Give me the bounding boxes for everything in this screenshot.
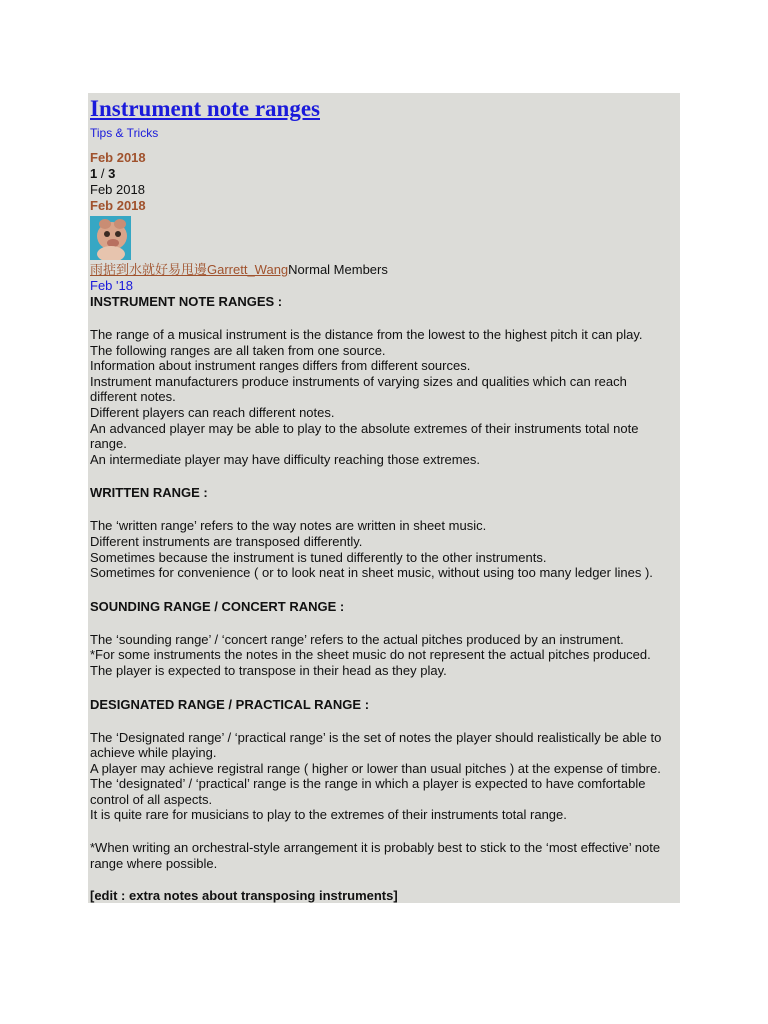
topic-panel bbox=[88, 93, 680, 903]
progress-separator: / bbox=[97, 166, 109, 181]
post-author bbox=[90, 262, 680, 278]
member-type: Normal Members bbox=[288, 262, 388, 277]
topic-date-plain: Feb 2018 bbox=[90, 182, 145, 197]
paragraph: Instrument manufacturers produce instruments of varying sizes and qualities which can reach different notes. bbox=[90, 373, 627, 405]
heading-edit-note: [edit : extra notes about transposing instruments] bbox=[90, 888, 398, 903]
heading-written-range: WRITTEN RANGE : bbox=[90, 485, 208, 501]
topic-date-bottom[interactable]: Feb 2018 bbox=[90, 198, 146, 213]
paragraph: The ‘sounding range’ / ‘concert range’ refers to the actual pitches produced by an instrument. bbox=[90, 631, 624, 647]
progress-current: 1 bbox=[90, 166, 98, 181]
post-date-link[interactable]: Feb '18 bbox=[90, 278, 133, 293]
paragraph: The ‘designated’ / ‘practical’ range is the range in which a player is expected to have comfortable control of all aspects. bbox=[90, 776, 646, 807]
paragraph: The ‘Designated range’ / ‘practical range’ is the set of notes the player should realistically be able to achieve while playing. bbox=[90, 729, 662, 761]
heading-instrument-note-ranges: INSTRUMENT NOTE RANGES : bbox=[90, 294, 283, 309]
user-avatar-icon[interactable] bbox=[90, 216, 131, 260]
paragraph: Sometimes because the instrument is tuned differently to the other instruments. bbox=[90, 549, 547, 565]
paragraph: The following ranges are all taken from one source. bbox=[90, 342, 386, 358]
progress-total: 3 bbox=[108, 166, 116, 181]
paragraph: The player is expected to transpose in their head as they play. bbox=[90, 662, 447, 678]
category-link[interactable]: Tips & Tricks bbox=[90, 126, 159, 140]
paragraph: An advanced player may be able to play to the absolute extremes of their instruments total note range. bbox=[90, 420, 639, 452]
paragraph: *When writing an orchestral-style arrangement it is probably best to stick to the ‘most effective’ note range where possible. bbox=[90, 840, 661, 871]
paragraph: Different players can reach different notes. bbox=[90, 404, 335, 420]
paragraph: A player may achieve registral range ( higher or lower than usual pitches ) at the expense of timbre. bbox=[90, 760, 661, 776]
paragraph: *For some instruments the notes in the sheet music do not represent the actual pitches produced. bbox=[90, 647, 651, 663]
paragraph: The range of a musical instrument is the distance from the lowest to the highest pitch it can play. bbox=[90, 327, 643, 342]
paragraph: Different instruments are transposed differently. bbox=[90, 533, 363, 549]
heading-designated-range: DESIGNATED RANGE / PRACTICAL RANGE : bbox=[90, 696, 370, 712]
paragraph: Information about instrument ranges differs from different sources. bbox=[90, 358, 471, 374]
avatar-image bbox=[90, 216, 131, 260]
paragraph: Sometimes for convenience ( or to look neat in sheet music, without using too many ledger lines ). bbox=[90, 565, 653, 581]
topic-date-top[interactable]: Feb 2018 bbox=[90, 150, 146, 165]
username-link[interactable]: 雨掂到水就好易甩邊Garrett_Wang bbox=[90, 262, 289, 277]
heading-sounding-range: SOUNDING RANGE / CONCERT RANGE : bbox=[90, 598, 345, 614]
paragraph: It is quite rare for musicians to play to the extremes of their instruments total range. bbox=[90, 807, 567, 823]
topic-title-link[interactable]: Instrument note ranges bbox=[90, 96, 320, 121]
paragraph: The ‘written range’ refers to the way notes are written in sheet music. bbox=[90, 518, 487, 534]
paragraph: An intermediate player may have difficulty reaching those extremes. bbox=[90, 451, 480, 467]
post-progress bbox=[90, 166, 680, 182]
